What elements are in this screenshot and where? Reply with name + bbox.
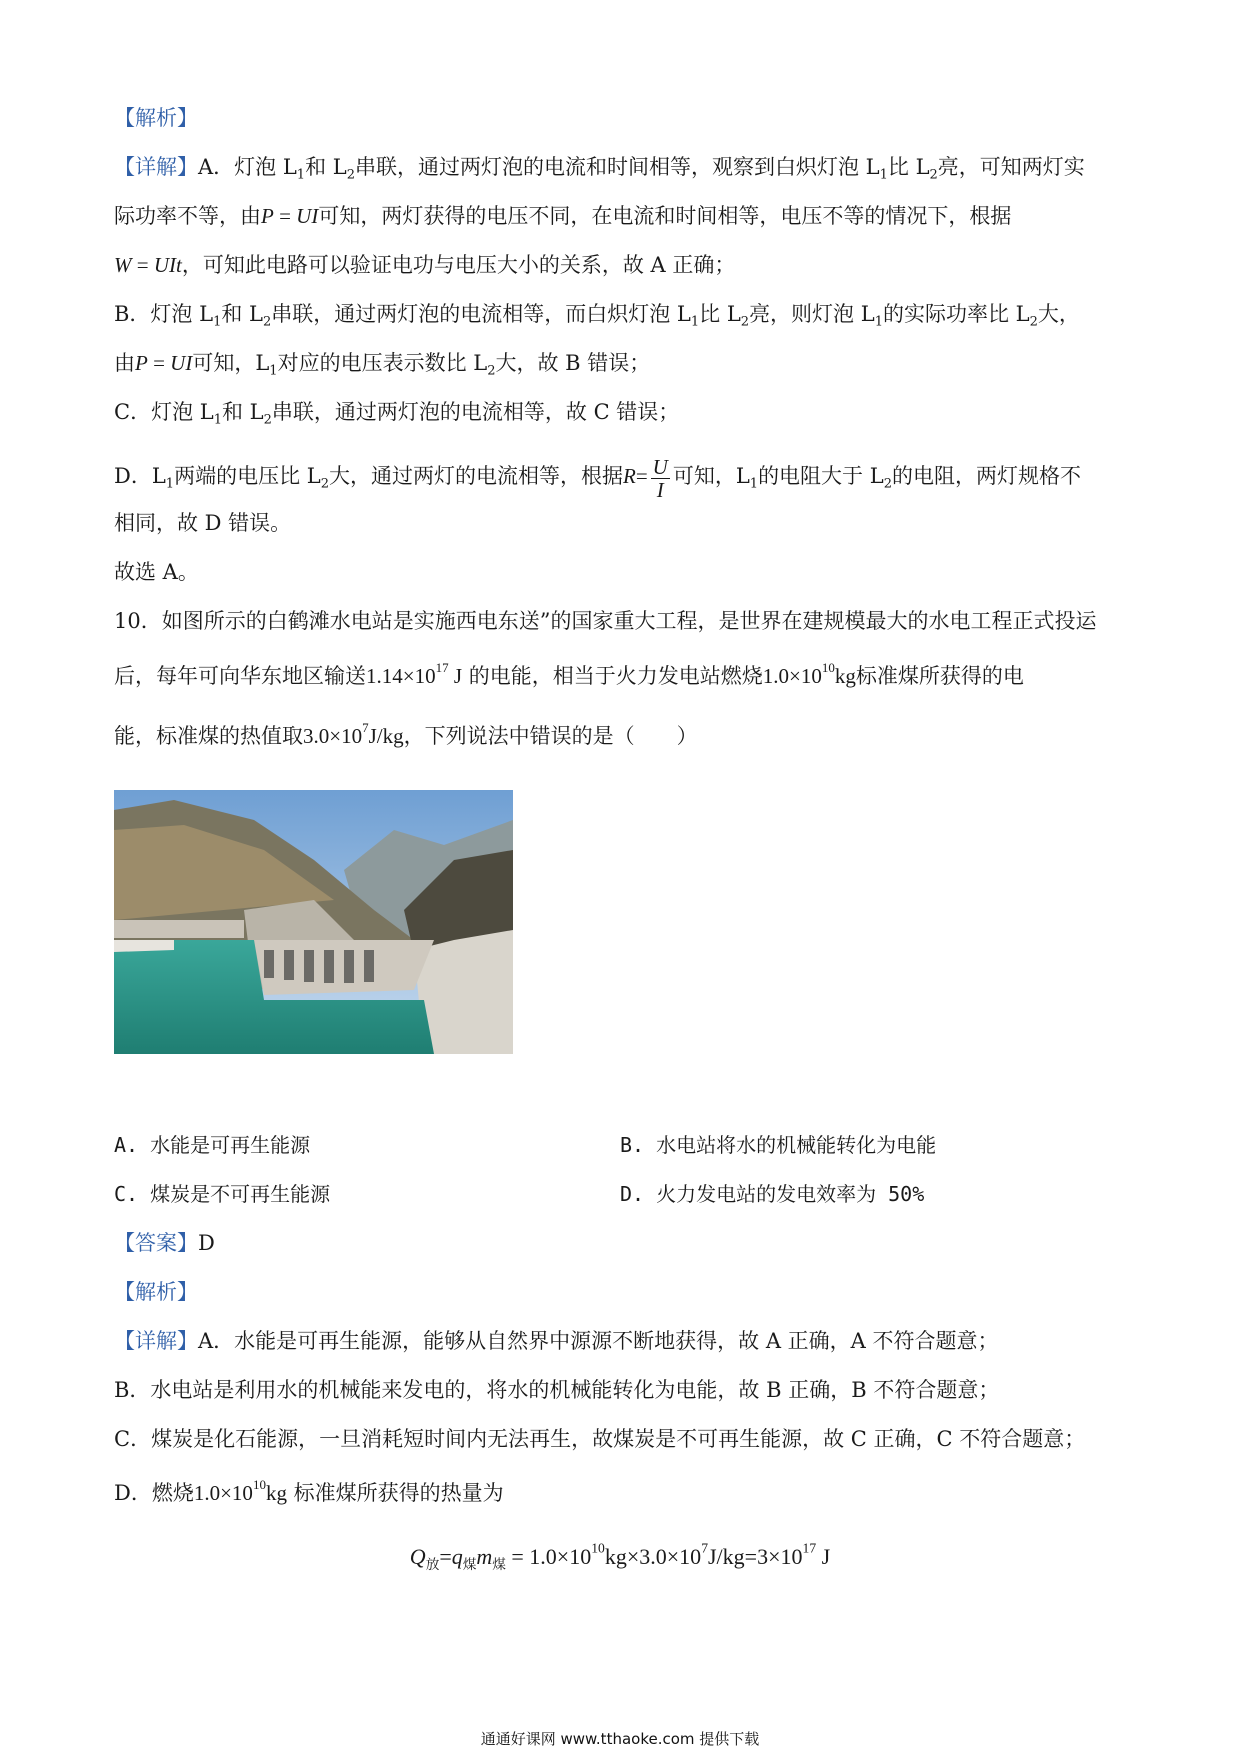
- energy-value: $1.14\times 10^{17}$ J: [366, 659, 463, 688]
- detail-a-line-1: 【详解】A．灯泡 $L_1$和 $L_2$串联，通过两灯泡的电流和时间相等，观察到白炽灯泡 $L_1$比 $L_2$亮，可知两灯实: [114, 155, 1085, 183]
- fraction-u-over-i: $\frac{U}{I}$: [652, 454, 668, 502]
- analysis-heading: 【解析】: [114, 106, 198, 130]
- detail-b-line-1: B．灯泡 $L_1$和 $L_2$串联，通过两灯泡的电流相等，而白炽灯泡 $L_1$比 $L_2$亮，则灯泡 $L_1$的实际功率比 $L_2$大，: [114, 302, 1080, 330]
- answer-value: D: [198, 1231, 215, 1255]
- question-10-line-1: 10．如图所示的白鹤滩水电站是实施西电东送”的国家重大工程，是世界在建规模最大的水电工程正式投运: [114, 609, 1097, 633]
- detail-c-line: C．灯泡 $L_1$和 $L_2$串联，通过两灯泡的电流相等，故 C 错误；: [114, 400, 680, 428]
- conclusion: 故选 A。: [114, 560, 199, 584]
- power-formula: P = UI: [261, 204, 319, 228]
- heat-formula: $Q_放=q_煤m_煤 = 1.0\times 10^{10}kg\times 3.0\times 10^7J/kg=3\times 10^{17}$ J: [409, 1540, 831, 1572]
- detail-d-line-1: D．$L_1$两端的电压比 $L_2$大，通过两灯的电流相等，根据R= $\frac{U}{I}$ 可知，$L_1$的电阻大于 $L_2$的电阻，两灯规格不: [114, 454, 1081, 502]
- detail-a-line-2: 际功率不等，由P = UI可知，两灯获得的电压不同，在电流和时间相等，电压不等的情况下，根据: [114, 204, 1012, 228]
- detail-b-line-2: 由P = UI可知，$L_1$对应的电压表示数比 $L_2$大，故 B 错误；: [114, 351, 651, 379]
- detail-a-line-3: W = UIt，可知此电路可以验证电功与电压大小的关系，故 A 正确；: [114, 253, 736, 277]
- question-10-line-2: 后，每年可向华东地区输送$1.14\times 10^{17}$ J 的电能，相当于火力发电站燃烧$1.0\times 10^{10}kg$标准煤所获得的电: [114, 659, 1024, 688]
- detail2-b: B．水电站是利用水的机械能来发电的，将水的机械能转化为电能，故 B 正确，B 不符合题意；: [114, 1378, 1000, 1402]
- detail2-d: D．燃烧$1.0\times 10^{10}kg$ 标准煤所获得的热量为: [114, 1476, 504, 1505]
- detail-heading-2: 【详解】: [114, 1329, 198, 1353]
- resistance-formula: R= $\frac{U}{I}$: [622, 454, 668, 502]
- detail2-c: C．煤炭是化石能源，一旦消耗短时间内无法再生，故煤炭是不可再生能源，故 C 正确，C 不符合题意；: [114, 1427, 1086, 1451]
- option-d[interactable]: D. 火力发电站的发电效率为 50%: [620, 1182, 925, 1206]
- hydropower-station-photo: [114, 790, 513, 1054]
- detail-d-line-2: 相同，故 D 错误。: [114, 511, 292, 535]
- answer-line: [114, 1228, 215, 1258]
- analysis-heading-2: 【解析】: [114, 1280, 198, 1304]
- detail2-a: 【详解】A．水能是可再生能源，能够从自然界中源源不断地获得，故 A 正确，A 不符合题意；: [114, 1329, 999, 1353]
- coal-mass-value-2: $1.0\times 10^{10}kg$: [193, 1476, 287, 1505]
- answer-heading: 【答案】: [114, 1231, 198, 1255]
- dam-illustration: [114, 790, 513, 1054]
- question-10-line-3: 能，标准煤的热值取$3.0\times 10^7J/kg$，下列说法中错误的是（ ）: [114, 719, 698, 748]
- coal-mass-value: $1.0\times 10^{10}kg$: [762, 659, 856, 688]
- heat-value: $3.0\times 10^7J/kg$: [303, 719, 404, 748]
- option-c[interactable]: C. 煤炭是不可再生能源: [114, 1182, 331, 1206]
- power-formula: P = UI: [135, 351, 193, 375]
- option-b[interactable]: B. 水电站将水的机械能转化为电能: [620, 1133, 937, 1157]
- detail-heading: 【详解】: [114, 155, 198, 179]
- work-formula: W = UIt: [114, 253, 182, 277]
- page-footer: 通通好课网 www.tthaoke.com 提供下载: [480, 1730, 760, 1748]
- option-a[interactable]: A. 水能是可再生能源: [114, 1133, 311, 1157]
